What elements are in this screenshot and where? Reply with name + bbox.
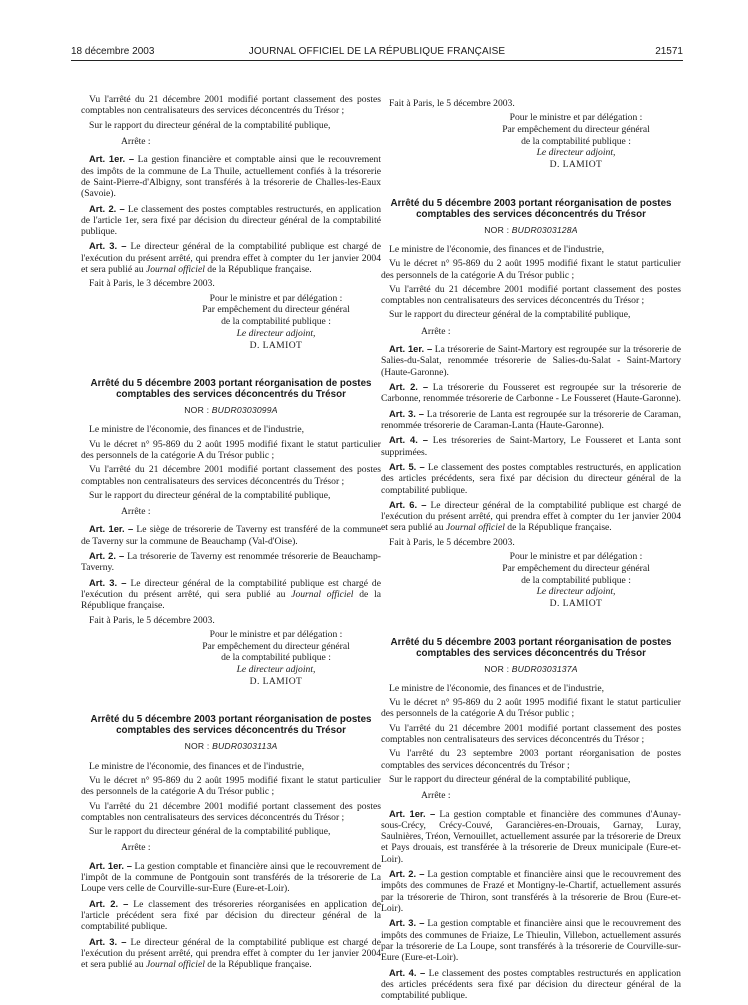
left-column [81, 94, 381, 974]
rapport-paragraph: Sur le rapport du directeur général de la comptabilité publique, [89, 119, 331, 131]
decret-paragraph: Vu le décret n° 95-869 du 2 août 1995 modifié fixant le statut particulier des personnels de la catégorie A du Trésor public ; [81, 774, 381, 798]
signature-block: Pour le ministre et par délégation : Par empêchement du directeur général de la comptabilité publique : Le directeur adjoint, D. LAMIOT [502, 112, 650, 171]
article-1: Art. 1er. – Le siège de trésorerie de Taverny est transféré de la commune de Taverny sur la commune de Beauchamp (Val-d'Oise). [81, 523, 381, 547]
article-2: Art. 2. – La gestion comptable et financière ainsi que le recouvrement des impôts des communes de Frazé et Montigny-le-Chartif, actuellement assurés par la trésorerie de Thiron, sont transférés à la trésorerie de Brou (Eure-et-Loir). [381, 868, 682, 914]
vu-paragraph: Vu l'arrêté du 21 décembre 2001 modifié portant classement des postes comptables non centralisateurs des services déconcentrés du Trésor ; [381, 722, 681, 745]
article-head: Art. 2. – [89, 202, 125, 214]
article-head: Art. 3. – [89, 240, 127, 252]
article-2: Art. 2. – La trésorerie de Taverny est renommée trésorerie de Beauchamp-Taverny. [81, 550, 382, 574]
rapport-paragraph: Sur le rapport du directeur général de la comptabilité publique, [89, 489, 331, 501]
ministre-paragraph: Le ministre de l'économie, des finances et de l'industrie, [389, 243, 604, 255]
article-2: Art. 2. – Le classement des trésoreries réorganisées en application de l'article précédent sera fixé par décision du directeur général de la comptabilité publique. [81, 897, 382, 933]
article-3: Art. 3. – Le directeur général de la comptabilité publique est chargé de l'exécution du présent arrêté, qui prendra effet à compter du 1er janvier 2004 et sera publié au Journal officiel de la République française. [81, 240, 381, 276]
article-2: Art. 2. – Le classement des postes comptables restructurés, en application de l'article 1er, sera fixé par décision du directeur général de la comptabilité publique. [81, 202, 381, 238]
article-head: Art. 1er. – [89, 153, 135, 165]
arrete-label: Arrête : [121, 135, 151, 147]
nor-reference: NOR : BUDR0303099A [184, 405, 278, 416]
decree-title: Arrêté du 5 décembre 2003 portant réorganisation de postes comptables des services déconcentrés du Trésor [90, 714, 372, 737]
nor-reference: NOR : BUDR0303113A [184, 741, 278, 752]
article-5: Art. 5. – Le classement des postes comptables restructurés, en application des articles précédents, sera fixé par décision du directeur général de la comptabilité publique. [381, 460, 681, 496]
article-3: Art. 3. – Le directeur général de la comptabilité publique est chargé de l'exécution du présent arrêté, qui prendra effet à compter du 1er janvier 2004 et sera publié au Journal officiel de la République française. [81, 935, 381, 971]
page-header [71, 46, 683, 61]
ministre-paragraph: Le ministre de l'économie, des finances et de l'industrie, [89, 760, 304, 772]
article-1: Art. 1er. – La trésorerie de Saint-Martory est regroupée sur la trésorerie de Salies-du-Salat, renommée trésorerie de Salies-du-Salat - Saint-Martory (Haute-Garonne). [381, 343, 681, 378]
article-4: Art. 4. – Le classement des postes comptables restructurés en application des articles précédents sera fixé par décision du directeur général de la comptabilité publique. [381, 966, 681, 1002]
vu-paragraph: Vu l'arrêté du 21 décembre 2001 modifié portant classement des postes comptables non centralisateurs des services déconcentrés du Trésor ; [81, 464, 381, 487]
vu-paragraph: Vu l'arrêté du 21 décembre 2001 modifié portant classement des postes comptables non centralisateurs des services déconcentrés du Trésor ; [81, 94, 381, 117]
article-3: Art. 3. – La trésorerie de Lanta est regroupée sur la trésorerie de Caraman, renommée trésorerie de Caraman-Lanta (Haute-Garonne). [381, 407, 681, 431]
signature-block: Pour le ministre et par délégation : Par empêchement du directeur général de la comptabilité publique : Le directeur adjoint, D. LAMIOT [202, 292, 350, 351]
decree-title: Arrêté du 5 décembre 2003 portant réorganisation de postes comptables des services déconcentrés du Trésor [390, 636, 672, 659]
vu-paragraph: Vu l'arrêté du 23 septembre 2003 portant réorganisation de postes comptables des services déconcentrés du Trésor ; [381, 748, 681, 771]
fait-a-paris: Fait à Paris, le 5 décembre 2003. [389, 98, 515, 109]
article-1: Art. 1er. – La gestion financière et comptable ainsi que le recouvrement des impôts de la commune de La Thuile, actuellement confiés à la trésorerie de Saint-Pierre-d'Albigny, sont transférés à la trésorerie de Challes-les-Eaux (Savoie). [81, 153, 381, 200]
arrete-label: Arrête : [121, 842, 151, 854]
fait-a-paris: Fait à Paris, le 5 décembre 2003. [89, 614, 215, 626]
decree-title: Arrêté du 5 décembre 2003 portant réorganisation de postes comptables des services déconcentrés du Trésor [90, 378, 372, 401]
article-2: Art. 2. – La trésorerie du Fousseret est regroupée sur la trésorerie de Carbonne, renommée trésorerie de Carbonne - Le Fousseret (Haute-Garonne). [381, 381, 681, 405]
article-1: Art. 1er. – La gestion comptable et financière ainsi que le recouvrement de l'impôt de la commune de Pontgouin sont transférés de la trésorerie de La Loupe vers celle de Courville-sur-Eure (Eure-et-Loir). [81, 859, 381, 895]
article-6: Art. 6. – Le directeur général de la comptabilité publique est chargé de l'exécution du présent arrêté, qui prendra effet à compter du 1er janvier 2004 et sera publié au Journal officiel de la République française. [381, 498, 681, 534]
nor-reference: NOR : BUDR0303128A [484, 224, 578, 235]
rapport-paragraph: Sur le rapport du directeur général de la comptabilité publique, [89, 826, 331, 838]
decret-paragraph: Vu le décret n° 95-869 du 2 août 1995 modifié fixant le statut particulier des personnels de la catégorie A du Trésor public ; [81, 438, 381, 461]
signature-block: Pour le ministre et par délégation : Par empêchement du directeur général de la comptabilité publique : Le directeur adjoint, D. LAMIOT [202, 628, 350, 687]
rapport-paragraph: Sur le rapport du directeur général de la comptabilité publique, [389, 309, 631, 321]
decret-paragraph: Vu le décret n° 95-869 du 2 août 1995 modifié fixant le statut particulier des personnels de la catégorie A du Trésor public ; [381, 258, 681, 281]
fait-a-paris: Fait à Paris, le 5 décembre 2003. [389, 536, 515, 548]
ministre-paragraph: Le ministre de l'économie, des finances et de l'industrie, [389, 682, 604, 694]
right-column [381, 96, 681, 1005]
decret-paragraph: Vu le décret n° 95-869 du 2 août 1995 modifié fixant le statut particulier des personnels de la catégorie A du Trésor public ; [381, 697, 681, 720]
article-4: Art. 4. – Les trésoreries de Saint-Martory, Le Fousseret et Lanta sont supprimées. [381, 434, 682, 458]
article-3: Art. 3. – La gestion comptable et financière ainsi que le recouvrement des impôts des communes de Friaize, Le Thieulin, Villebon, actuellement assurés par la trésorerie de La Loupe, sont transférés à la trésorerie de Courville-sur-Eure (Eure-et-Loir). [381, 917, 682, 964]
arrete-label: Arrête : [421, 790, 451, 802]
vu-paragraph: Vu l'arrêté du 21 décembre 2001 modifié portant classement des postes comptables non centralisateurs des services déconcentrés du Trésor ; [381, 283, 681, 307]
page-number: 21571 [655, 46, 683, 57]
rapport-paragraph: Sur le rapport du directeur général de la comptabilité publique, [389, 773, 631, 785]
ministre-paragraph: Le ministre de l'économie, des finances et de l'industrie, [89, 424, 304, 436]
header-date: 18 décembre 2003 [71, 46, 155, 57]
article-3: Art. 3. – Le directeur général de la comptabilité publique est chargé de l'exécution du présent arrêté, qui sera publié au Journal officiel de la République française. [81, 576, 381, 612]
decree-title: Arrêté du 5 décembre 2003 portant réorganisation de postes comptables des services déconcentrés du Trésor [390, 197, 672, 220]
vu-paragraph: Vu l'arrêté du 21 décembre 2001 modifié portant classement des postes comptables non centralisateurs des services déconcentrés du Trésor ; [81, 800, 381, 823]
journal-title: JOURNAL OFFICIEL DE LA RÉPUBLIQUE FRANÇAISE [248, 46, 506, 57]
article-1: Art. 1er. – La gestion comptable et financière des communes d'Aunay-sous-Crécy, Crécy-Couvé, Garancières-en-Drouais, Garnay, Luray, Saulnières, Tréon, Vernouillet, actuellement assurée par la trésorerie de Dreux et Pays drouais, est transférée à la trésorerie de Dreux municipale (Eure-et-Loir). [381, 807, 681, 865]
arrete-label: Arrête : [121, 506, 151, 518]
fait-a-paris: Fait à Paris, le 3 décembre 2003. [89, 278, 215, 290]
nor-reference: NOR : BUDR0303137A [484, 663, 578, 674]
signature-block: Pour le ministre et par délégation : Par empêchement du directeur général de la comptabilité publique : Le directeur adjoint, D. LAMIOT [502, 551, 650, 609]
arrete-label: Arrête : [421, 325, 451, 337]
